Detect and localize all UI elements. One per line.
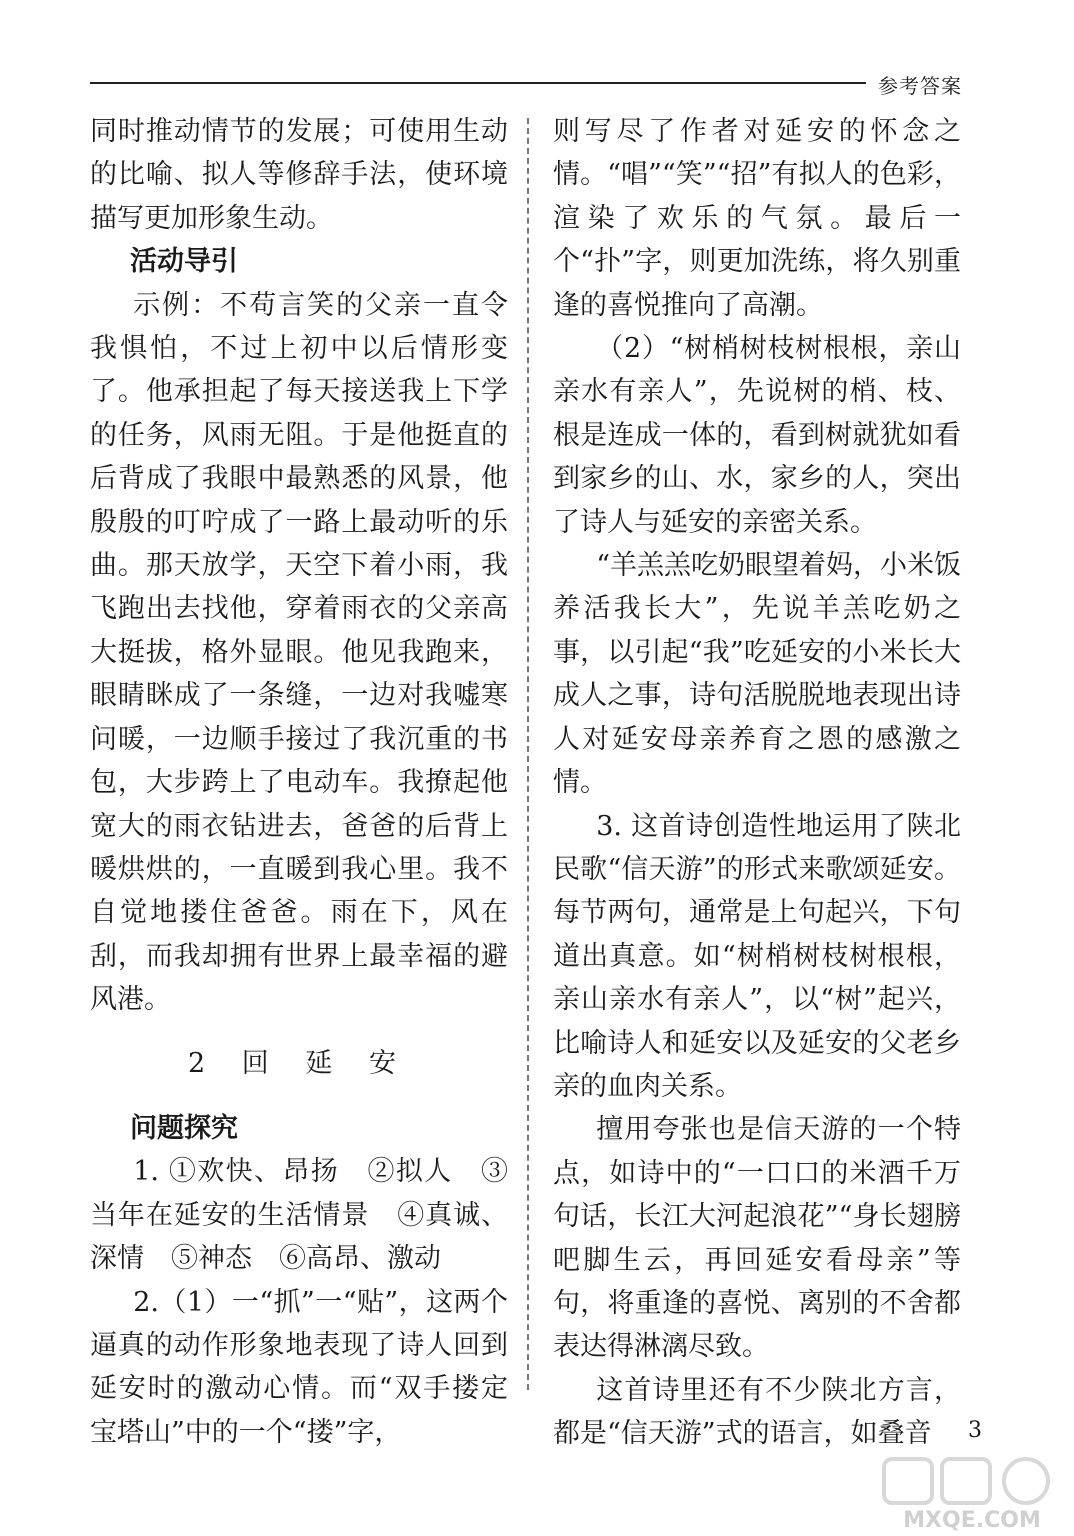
answer-2-part-1: 2.（1）一“抓”一“贴”，这两个逼真的动作形象地表现了诗人回到延安时的激动心情。而“双手搂定宝塔山”中的一个“搂”字，	[90, 1286, 508, 1448]
answer-3-dialect: 这首诗里还有不少陕北方言，都是“信天游”式的语言，如叠音	[553, 1374, 961, 1450]
answer-2-part-2: （2）“树梢树枝树根根，亲山亲水有亲人”，先说树的梢、枝、根是连成一体的，看到树就犹如看到家乡的山、水，家乡的人，突出了诗人与延安的亲密关系。	[553, 333, 961, 538]
section-heading-questions: 问题探究	[130, 1112, 238, 1144]
example-paragraph: 示例：不苟言笑的父亲一直令我惧怕，不过上初中以后情形变了。他承担起了每天接送我上下学的任务，风雨无阻。于是他挺直的后背成了我眼中最熟悉的风景，他殷殷的叮咛成了一路上最动听的乐曲。那天放学，天空下着小雨，我飞跑出去找他，穿着雨衣的父亲高大挺拔，格外显眼。他见我跑来，眼睛眯成了一条缝，一边对我嘘寒问暖，一边顺手接过了我沉重的书包，大步跨上了电动车。我撩起他宽大的雨衣钻进去，爸爸的后背上暖烘烘的，一直暖到我心里。我不自觉地搂住爸爸。雨在下，风在刮，而我却拥有世界上最幸福的避风港。	[90, 289, 508, 1016]
right-column	[553, 110, 961, 1456]
column-divider	[527, 118, 529, 1390]
answer-3: 3. 这首诗创造性地运用了陕北民歌“信天游”的形式来歌颂延安。每节两句，通常是上句起兴，下句道出真意。如“树梢树枝树根根，亲山亲水有亲人”，以“树”起兴，比喻诗人和延安以及延安的父老乡亲的血肉关系。	[553, 810, 961, 1102]
right-paragraph-continued: 则写尽了作者对延安的怀念之情。“唱”“笑”“招”有拟人的色彩，渲染了欢乐的气氛。最后一个“扑”字，则更加洗练，将久别重逢的喜悦推向了高潮。	[553, 116, 961, 321]
answer-2-part-3: “羊羔羔吃奶眼望着妈，小米饭养活我长大”，先说羊羔吃奶之事，以引起“我”吃延安的小米长大成人之事，诗句活脱脱地表现出诗人对延安母亲养育之恩的感激之情。	[553, 550, 961, 799]
left-column	[90, 110, 508, 1454]
left-paragraph-continued: 同时推动情节的发展；可使用生动的比喻、拟人等修辞手法，使环境描写更加形象生动。	[90, 116, 508, 234]
page-number: 3	[968, 1418, 982, 1443]
watermark-logo	[880, 1455, 1065, 1533]
section-heading-activity: 活动导引	[130, 246, 238, 278]
running-header: 参考答案	[878, 74, 962, 98]
header-rule	[90, 82, 866, 84]
answer-1: 1. ①欢快、昂扬 ②拟人 ③当年在延安的生活情景 ④真诚、深情 ⑤神态 ⑥高昂、激动	[90, 1156, 508, 1275]
svg-text:MXQE.COM: MXQE.COM	[903, 1508, 1041, 1533]
answer-3-exaggeration: 擅用夸张也是信天游的一个特点，如诗中的“一口口的米酒千万句话，长江大河起浪花”“身长翅膀吧脚生云，再回延安看母亲”等句，将重逢的喜悦、离别的不舍都表达得淋漓尽致。	[553, 1114, 961, 1363]
lesson-title: 2 回 延 安	[188, 1047, 410, 1079]
